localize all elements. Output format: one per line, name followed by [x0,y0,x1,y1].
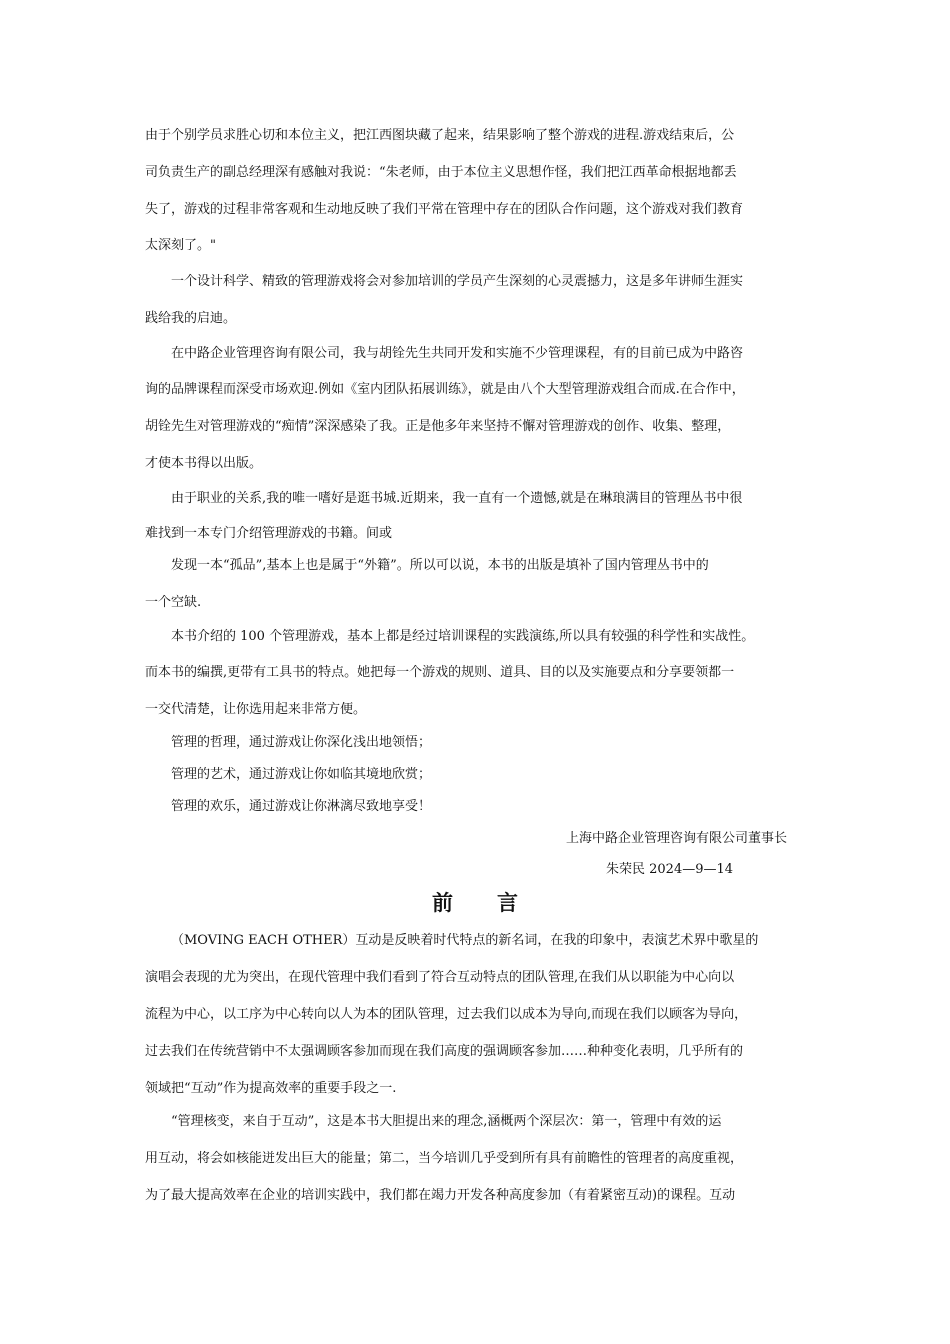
foreword-line: 才使本书得以出版。 [145,456,263,471]
foreword-line: 管理的哲理，通过游戏让你深化浅出地领悟； [171,735,432,750]
foreword-line: 管理的艺术，通过游戏让你如临其境地欣赏； [171,767,432,782]
foreword-line: 而本书的编撰,更带有工具书的特点。她把每一个游戏的规则、道具、目的以及实施要点和分享要领都一 [145,665,735,680]
signature-organization: 上海中路企业管理咨询有限公司董事长 [566,831,788,846]
foreword-line: 由于职业的关系,我的唯一嗜好是逛书城.近期来，我一直有一个遗憾,就是在琳琅满目的管理丛书中很 [171,491,743,506]
foreword-line: 司负责生产的副总经理深有感触对我说：“朱老师，由于本位主义思想作怪，我们把江西革命根据地都丢 [145,165,737,180]
preface-line: 领域把“互动”作为提高效率的重要手段之一. [145,1081,397,1096]
preface-line: 为了最大提高效率在企业的培训实践中，我们都在竭力开发各种高度参加（有着紧密互动)的课程。互动 [145,1188,736,1203]
foreword-line: 践给我的启迪。 [145,311,237,326]
foreword-line: 太深刻了。" [145,238,216,253]
foreword-line: 本书介绍的 100 个管理游戏，基本上都是经过培训课程的实践演练,所以具有较强的科学性和实战性。 [171,629,755,644]
foreword-line: 在中路企业管理咨询有限公司，我与胡铨先生共同开发和实施不少管理课程，有的目前已成为中路咨 [171,346,744,361]
foreword-line: 询的品牌课程而深受市场欢迎.例如《室内团队拓展训练》，就是由八个大型管理游戏组合而成.在合作中， [145,382,745,397]
foreword-line: 难找到一本专门介绍管理游戏的书籍。间或 [145,526,393,541]
preface-line: 过去我们在传统营销中不太强调顾客参加而现在我们高度的强调顾客参加……种种变化表明，几乎所有的 [145,1044,744,1059]
foreword-line: 胡铨先生对管理游戏的“痴情”深深感染了我。正是他多年来坚持不懈对管理游戏的创作、收集、整理， [145,419,731,434]
preface-line: “管理核变，来自于互动”，这是本书大胆提出来的理念,涵概两个深层次：第一，管理中有效的运 [171,1114,722,1129]
preface-line: 演唱会表现的尤为突出，在现代管理中我们看到了符合互动特点的团队管理,在我们从以职能为中心向以 [145,970,735,985]
foreword-line: 发现一本“孤品”,基本上也是属于“外籍”。所以可以说，本书的出版是填补了国内管理丛书中的 [171,558,709,573]
foreword-line: 由于个别学员求胜心切和本位主义，把江西图块藏了起来，结果影响了整个游戏的进程.游戏结束后，公 [145,128,735,143]
preface-line: 流程为中心，以工序为中心转向以人为本的团队管理，过去我们以成本为导向,而现在我们以顾客为导向， [145,1007,748,1022]
foreword-line: 一个空缺. [145,595,202,610]
foreword-line: 失了，游戏的过程非常客观和生动地反映了我们平常在管理中存在的团队合作问题，这个游戏对我们教育 [145,202,744,217]
foreword-line: 一交代清楚，让你选用起来非常方便。 [145,702,367,717]
foreword-line: 一个设计科学、精致的管理游戏将会对参加培训的学员产生深刻的心灵震撼力，这是多年讲师生涯实 [171,274,744,289]
preface-line: 用互动，将会如核能迸发出巨大的能量；第二，当今培训几乎受到所有具有前瞻性的管理者的高度重视， [145,1151,744,1166]
preface-line: （MOVING EACH OTHER）互动是反映着时代特点的新名词，在我的印象中，表演艺术界中歌星的 [171,933,759,948]
signature-name-date: 朱荣民 2024—9—14 [606,862,734,877]
preface-heading: 前言 [432,891,562,915]
foreword-line: 管理的欢乐，通过游戏让你淋漓尽致地享受！ [171,799,432,814]
